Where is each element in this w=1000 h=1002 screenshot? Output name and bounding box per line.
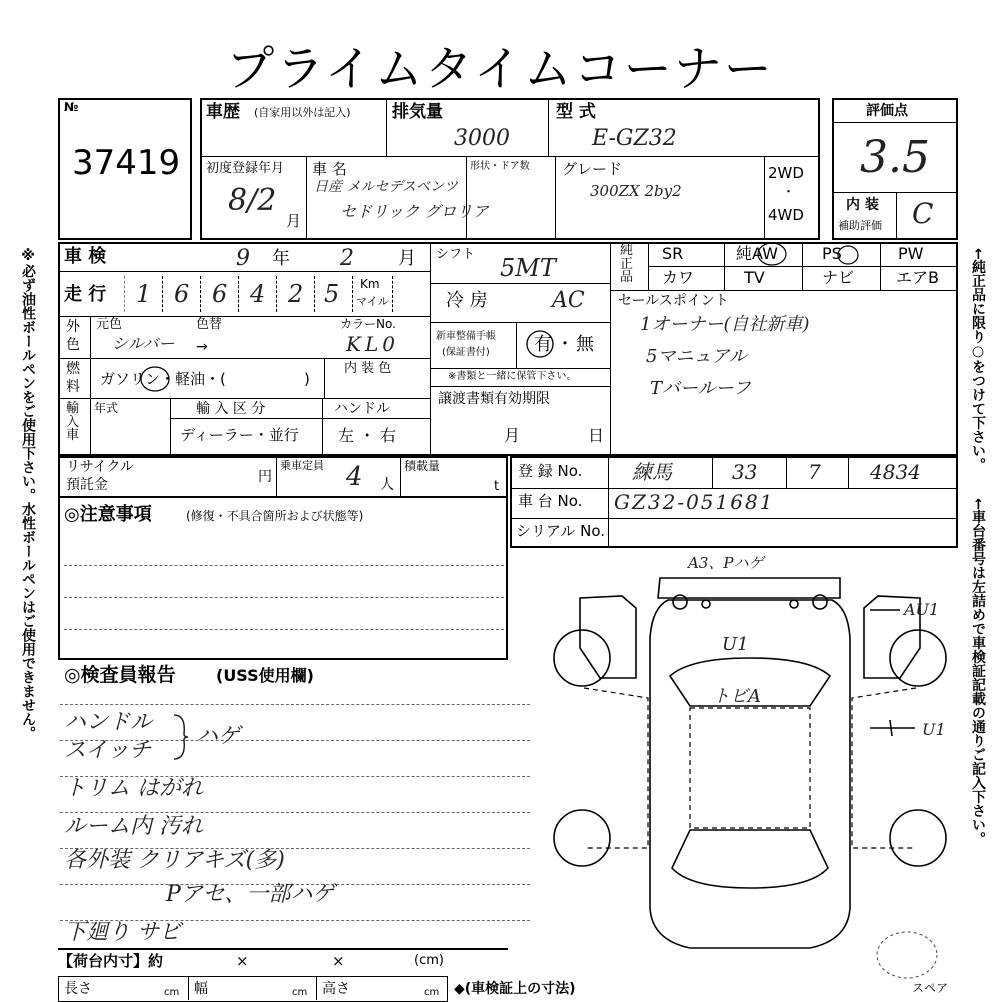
sales-point-line3: Tバールーフ xyxy=(650,378,751,399)
reg-number: 4834 xyxy=(870,460,921,484)
cargo-width-cm: cm xyxy=(292,987,308,998)
equip-tv: TV xyxy=(744,268,765,287)
changed-color-label: 色替 xyxy=(196,317,223,332)
history-note: (自家用以外は記入) xyxy=(254,106,351,119)
color-code-value: KL0 xyxy=(346,332,399,356)
report-line-3: ハゲ xyxy=(196,724,241,749)
equip-navi: ナビ xyxy=(822,268,855,287)
car-body xyxy=(650,600,850,948)
color-label-2: 色 xyxy=(66,337,80,353)
fuel-options: ガソリン・軽油・( xyxy=(100,370,226,388)
orig-color-label: 元色 xyxy=(96,317,123,332)
import-class-value: ディーラー・並行 xyxy=(180,426,299,444)
mileage-digit-2: 6 xyxy=(174,280,190,308)
equip-aw-circle xyxy=(755,240,789,268)
capacity-unit: 人 xyxy=(380,477,394,493)
cargo-x2: × xyxy=(332,952,345,970)
report-line-1: ハンドル xyxy=(64,710,153,735)
orig-color-value: シルバー xyxy=(112,334,175,353)
first-reg-month-unit: 月 xyxy=(286,212,302,230)
inspection-year-unit: 年 xyxy=(272,248,290,269)
displacement-value: 3000 xyxy=(454,126,510,151)
transfer-label: 譲渡書類有効期限 xyxy=(438,391,550,407)
reg-class: 33 xyxy=(732,460,758,484)
roof xyxy=(690,708,810,828)
right-side xyxy=(852,688,916,848)
spare-tire-circle xyxy=(872,928,942,982)
fuel-close: ) xyxy=(304,370,310,388)
cargo-length-cm: cm xyxy=(164,987,180,998)
fuel-label-2: 料 xyxy=(66,379,80,395)
equip-sr: SR xyxy=(662,244,684,263)
fuel-label-1: 燃 xyxy=(66,361,80,377)
left-side xyxy=(584,688,648,848)
rear-window xyxy=(672,830,828,888)
maintenance-label-1: 新車整備手帳 xyxy=(436,331,496,342)
color-arrow: → xyxy=(196,339,208,355)
car-name-label: 車 名 xyxy=(312,160,347,178)
capacity-label: 乗車定員 xyxy=(280,459,324,472)
model-label: 型 式 xyxy=(556,102,596,122)
interior-label: 内 装 xyxy=(846,197,879,213)
report-line-7: Pアセ、一部ハゲ xyxy=(166,882,335,907)
ac-value: AC xyxy=(552,288,585,313)
mileage-label: 走 行 xyxy=(64,284,107,305)
report-brace xyxy=(170,712,192,762)
equip-pw: PW xyxy=(898,244,924,263)
maintenance-label-2: (保証書付) xyxy=(442,347,490,358)
wheel-rr xyxy=(890,810,946,866)
headlight-left xyxy=(673,595,687,609)
report-line-2: スイッチ xyxy=(64,738,152,763)
first-reg-label: 初度登録年月 xyxy=(206,161,285,176)
equip-leather: カワ xyxy=(662,268,695,287)
lot-number: 37419 xyxy=(72,143,181,183)
report-line-6: 各外装 クリアキズ(多) xyxy=(64,848,285,873)
fuel-gasoline-circle xyxy=(138,364,172,394)
grade-value: 300ZX 2by2 xyxy=(590,182,682,200)
report-line-5: ルーム内 汚れ xyxy=(64,814,203,839)
displacement-label: 排気量 xyxy=(392,102,443,122)
mileage-unit-km: Km xyxy=(360,277,380,291)
score-value: 3.5 xyxy=(860,132,930,183)
right-side-mark-line xyxy=(870,720,915,736)
inspection-month-unit: 月 xyxy=(398,248,416,269)
report-line-8: 下廻り サビ xyxy=(64,920,181,945)
cargo-label: 【荷台内寸】約 xyxy=(58,952,164,970)
maintenance-yes-circle xyxy=(524,328,556,360)
car-diagram xyxy=(540,548,960,958)
equip-ps-circle xyxy=(836,244,860,266)
reg-label: 登 録 No. xyxy=(518,462,583,480)
spare-label: スペア xyxy=(912,981,949,995)
interior-color-label: 内 装 色 xyxy=(344,361,392,376)
model-value: E-GZ32 xyxy=(592,126,677,151)
mileage-digit-1: 1 xyxy=(136,280,152,308)
cargo-height-cm: cm xyxy=(424,987,440,998)
reg-kana: 7 xyxy=(808,460,821,484)
cargo-height-label: 高さ xyxy=(322,981,350,997)
front-damage-note: A3、Pハゲ xyxy=(688,554,764,572)
mileage-unit-mile: マイル xyxy=(356,295,389,308)
car-name-line1: 日産 メルセデスベンツ xyxy=(314,179,458,195)
lot-number-label: № xyxy=(64,100,79,114)
drive-2wd: 2WD xyxy=(768,164,804,182)
inspection-month: 2 xyxy=(340,246,354,271)
import-year-label: 年式 xyxy=(94,401,119,415)
handle-value: 左 ・ 右 xyxy=(338,426,397,445)
left-side-note: ※必ず油性ボールペンをご使用下さい。水性ボールペンはご使用できません。 xyxy=(20,248,36,740)
car-body-outline xyxy=(658,578,840,598)
report-line-4: トリム はがれ xyxy=(64,776,203,801)
inspection-year: 9 xyxy=(236,246,250,271)
grade-label: グレード xyxy=(562,160,623,178)
report-sub: (USS使用欄) xyxy=(216,666,314,685)
interior-score: C xyxy=(912,197,934,230)
mileage-digit-3: 6 xyxy=(212,280,228,308)
notes-title: ◎注意事項 xyxy=(64,504,152,525)
maintenance-note: ※書類と一緒に保管下さい。 xyxy=(448,371,577,382)
shift-label: シフト xyxy=(436,247,476,262)
cargo-width-label: 幅 xyxy=(194,981,208,997)
car-name-line2: セドリック グロリア xyxy=(340,202,489,221)
right-side-note-1: ←純正品に限り○をつけて下さい。 xyxy=(970,248,986,472)
cargo-length-label: 長さ xyxy=(64,981,92,997)
equip-ps: PS xyxy=(822,244,842,263)
capacity-value: 4 xyxy=(346,462,363,492)
inspection-label: 車 検 xyxy=(64,246,107,267)
color-label-1: 外 xyxy=(66,319,80,335)
transfer-day: 日 xyxy=(588,426,605,445)
handle-label: ハンドル xyxy=(334,401,390,417)
import-label: 輸入車 xyxy=(66,401,80,444)
page-title: プライムタイムコーナー xyxy=(226,41,774,97)
first-reg-value: 8/2 xyxy=(228,183,277,218)
reg-area: 練馬 xyxy=(632,460,672,484)
cargo-x1: × xyxy=(236,952,249,970)
wheel-rl xyxy=(554,810,610,866)
maintenance-no: 無 xyxy=(576,334,594,355)
equip-aw: 純AW xyxy=(736,244,778,263)
cargo-note: ◆(車検証上の寸法) xyxy=(454,981,576,997)
wheel-fl xyxy=(554,630,610,686)
chassis-label: 車 台 No. xyxy=(518,492,583,510)
windshield-damage-mark: トビA xyxy=(712,686,761,707)
drive-4wd: 4WD xyxy=(768,206,804,224)
chassis-value: GZ32-051681 xyxy=(614,490,775,514)
report-title: ◎検査員報告 xyxy=(64,664,176,686)
maintenance-dot: ・ xyxy=(556,334,574,355)
mileage-digit-4: 4 xyxy=(250,280,266,308)
recycle-label-1: リサイクル xyxy=(66,459,135,475)
cargo-unit: (cm) xyxy=(414,953,444,968)
equipment-side-label: 純正品 xyxy=(620,243,634,286)
right-side-note-2: ←車台番号は左詰めで車検証記載の通りご記入下さい。 xyxy=(970,498,986,846)
score-label: 評価点 xyxy=(866,103,908,119)
right-door-damage-mark: AU1 xyxy=(904,600,940,619)
headlight-right xyxy=(813,595,827,609)
shift-value: 5MT xyxy=(500,254,556,282)
interior-sub-label: 補助評価 xyxy=(838,219,882,232)
mileage-digit-5: 2 xyxy=(288,280,304,308)
sales-point-label: セールスポイント xyxy=(618,293,729,309)
recycle-yen: 円 xyxy=(258,469,272,485)
recycle-label-2: 預託金 xyxy=(66,477,108,493)
hood-damage-mark: U1 xyxy=(722,634,749,655)
color-code-label: カラーNo. xyxy=(340,317,396,331)
drive-dot: ・ xyxy=(782,185,796,200)
wheel-fr xyxy=(890,630,946,686)
equip-airbag: エアB xyxy=(896,268,939,287)
serial-label: シリアル No. xyxy=(516,522,606,540)
cargo-dims-box xyxy=(58,976,448,1002)
load-unit: t xyxy=(494,479,500,494)
sales-point-line1: 1オーナー(自社新車) xyxy=(640,314,810,335)
left-door-open xyxy=(580,596,636,678)
import-class-label: 輸 入 区 分 xyxy=(196,401,266,417)
sales-point-line2: 5マニュアル xyxy=(646,346,747,367)
maintenance-yes: 有 xyxy=(534,334,552,355)
notes-sub: (修復・不具合箇所および状態等) xyxy=(186,509,364,523)
history-label: 車歴 xyxy=(206,102,240,122)
right-side-damage-mark: U1 xyxy=(922,720,946,739)
ac-label: 冷 房 xyxy=(446,290,488,311)
shape-door-label: 形状・ドア数 xyxy=(470,161,530,172)
load-label: 積載量 xyxy=(404,459,441,473)
mileage-digit-6: 5 xyxy=(324,280,340,308)
transfer-month: 月 xyxy=(504,426,521,445)
